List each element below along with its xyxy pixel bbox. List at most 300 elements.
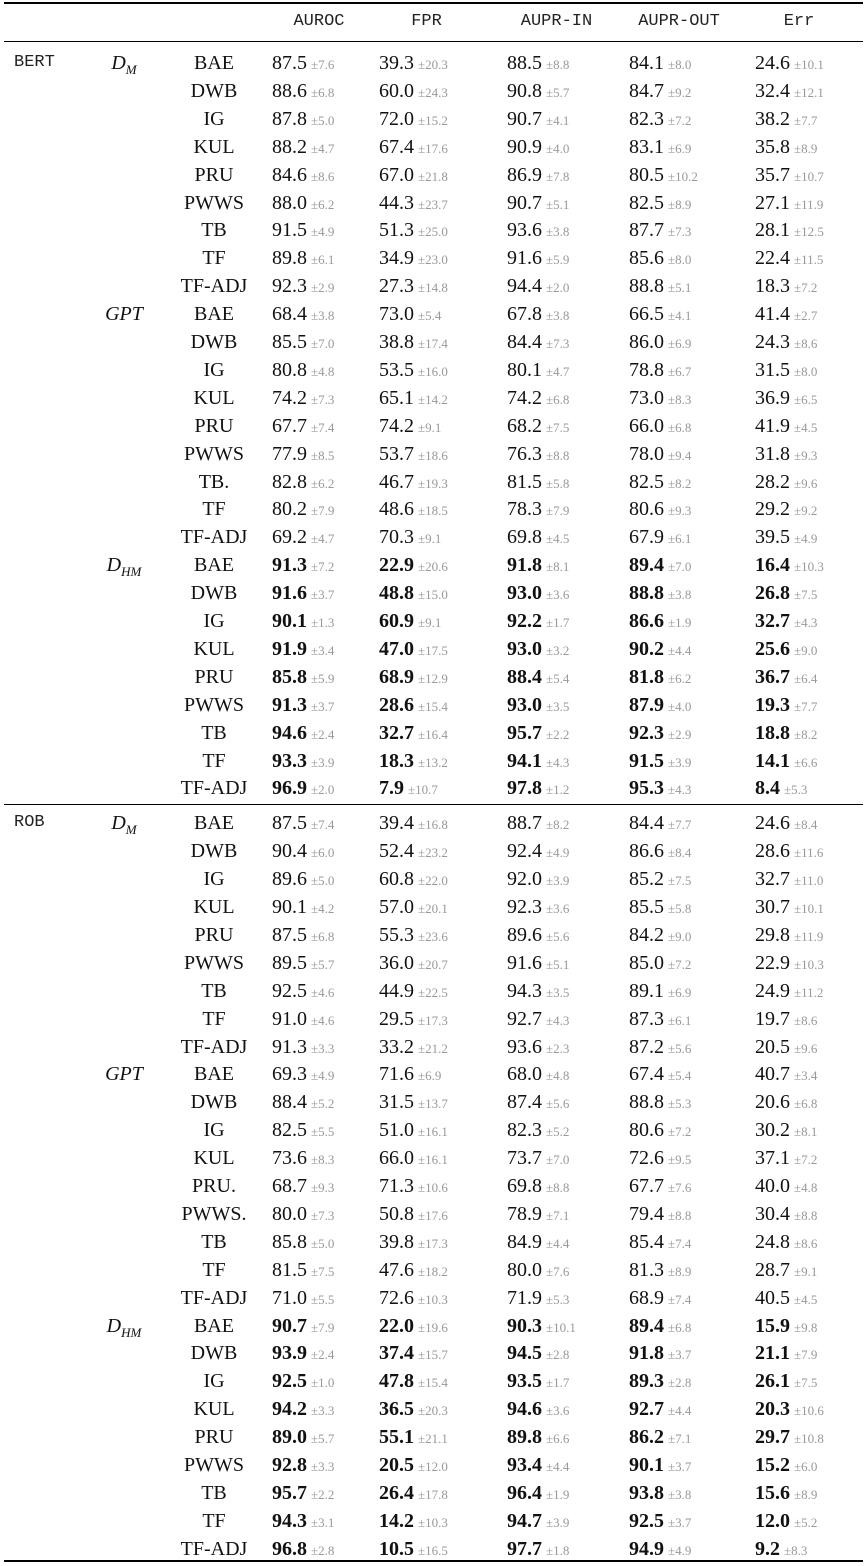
metric-value: 92.7 <box>629 1398 664 1421</box>
table-row <box>4 495 863 523</box>
attack-name: TB <box>201 219 227 242</box>
detector-group-label <box>84 1312 164 1340</box>
metric-value: 92.3 <box>272 275 307 298</box>
metric-value: 92.0 <box>507 868 542 891</box>
metric-cell <box>629 133 741 161</box>
metric-cell <box>755 691 863 719</box>
metric-std: ±5.3 <box>784 782 808 798</box>
metric-value: 32.7 <box>755 610 790 632</box>
metric-std: ±4.0 <box>668 698 692 714</box>
metric-cell <box>379 161 491 189</box>
metric-std: ±6.8 <box>668 1319 692 1335</box>
group-subscript: M <box>125 62 137 77</box>
metric-cell <box>629 1284 741 1312</box>
metric-cell <box>379 1256 491 1284</box>
metric-value: 67.7 <box>272 414 307 437</box>
metric-cell <box>272 440 372 468</box>
table-row <box>4 719 863 747</box>
metric-cell <box>272 356 372 384</box>
metric-std: ±7.0 <box>668 559 692 575</box>
table-row <box>4 579 863 607</box>
metric-std: ±5.7 <box>311 956 335 972</box>
metric-cell <box>755 1116 863 1144</box>
metric-value: 28.1 <box>755 219 790 242</box>
table-row <box>4 161 863 189</box>
metric-std: ±17.6 <box>418 140 448 156</box>
metric-std: ±3.7 <box>311 587 335 603</box>
metric-value: 47.6 <box>379 1258 414 1281</box>
metric-cell <box>507 719 622 747</box>
metric-cell <box>272 1172 372 1200</box>
metric-value: 18.3 <box>755 275 790 298</box>
metric-cell <box>379 1144 491 1172</box>
metric-cell <box>379 607 491 635</box>
metric-value: 93.4 <box>507 1454 542 1476</box>
metric-value: 67.9 <box>629 526 664 549</box>
metric-value: 10.5 <box>379 1537 414 1560</box>
metric-std: ±2.4 <box>311 1347 335 1363</box>
metric-value: 96.9 <box>272 777 307 800</box>
metric-std: ±20.7 <box>418 956 448 972</box>
attack-name: PWWS <box>184 191 244 214</box>
group-subscript: HM <box>121 564 142 580</box>
table-row <box>4 244 863 272</box>
metric-std: ±16.4 <box>418 726 448 742</box>
metric-cell <box>755 719 863 747</box>
metric-cell <box>755 607 863 635</box>
metric-std: ±2.3 <box>546 1040 570 1056</box>
metric-cell <box>507 1256 622 1284</box>
metric-value: 91.3 <box>272 693 307 716</box>
metric-std: ±1.7 <box>546 615 570 630</box>
metric-std: ±6.8 <box>311 84 335 100</box>
metric-value: 80.8 <box>272 358 307 381</box>
metric-value: 47.0 <box>379 637 414 660</box>
metric-value: 7.9 <box>379 777 404 800</box>
metric-cell <box>379 1312 491 1340</box>
metric-cell <box>272 1088 372 1116</box>
metric-std: ±9.8 <box>794 1319 818 1335</box>
metric-cell <box>629 663 741 691</box>
metric-std: ±8.6 <box>311 168 335 184</box>
metric-cell <box>755 1367 863 1395</box>
metric-value: 82.5 <box>629 191 664 214</box>
metric-cell <box>755 1339 863 1367</box>
metric-std: ±10.3 <box>794 559 824 575</box>
table-row <box>4 1088 863 1116</box>
metric-cell <box>629 1144 741 1172</box>
metric-value: 30.4 <box>755 1202 790 1225</box>
metric-value: 94.2 <box>272 1398 307 1421</box>
metric-value: 80.2 <box>272 498 307 521</box>
metric-value: 90.9 <box>507 135 542 158</box>
metric-value: 80.0 <box>507 1258 542 1281</box>
metric-value: 73.0 <box>379 303 414 326</box>
metric-std: ±17.4 <box>418 336 448 351</box>
metric-std: ±20.3 <box>418 1403 448 1419</box>
metric-cell <box>272 216 372 244</box>
table-row <box>4 1367 863 1395</box>
metric-value: 37.4 <box>379 1342 414 1365</box>
metric-std: ±12.0 <box>418 1459 448 1474</box>
metric-cell <box>507 328 622 356</box>
metric-value: 74.2 <box>379 414 414 437</box>
metric-std: ±16.1 <box>418 1124 448 1140</box>
metric-cell <box>629 49 741 77</box>
metric-cell <box>629 244 741 272</box>
metric-value: 93.6 <box>507 219 542 242</box>
metric-std: ±3.7 <box>668 1514 692 1530</box>
metric-std: ±4.5 <box>546 531 570 547</box>
metric-std: ±7.5 <box>546 419 570 435</box>
metric-cell <box>379 837 491 865</box>
metric-std: ±23.0 <box>418 252 448 268</box>
metric-value: 39.3 <box>379 52 414 74</box>
metric-cell <box>755 328 863 356</box>
metric-value: 74.2 <box>507 386 542 409</box>
metric-value: 27.1 <box>755 191 790 214</box>
metric-std: ±6.1 <box>311 252 335 268</box>
metric-cell <box>629 977 741 1005</box>
metric-value: 28.6 <box>755 840 790 863</box>
metric-value: 36.7 <box>755 665 790 688</box>
metric-cell <box>379 77 491 105</box>
metric-value: 22.4 <box>755 247 790 270</box>
metric-cell <box>629 551 741 579</box>
metric-value: 14.2 <box>379 1509 414 1532</box>
metric-std: ±4.9 <box>311 224 335 240</box>
metric-value: 90.1 <box>272 610 307 632</box>
metric-cell <box>629 1367 741 1395</box>
table-row <box>4 893 863 921</box>
metric-cell <box>379 105 491 133</box>
metric-value: 93.3 <box>272 749 307 772</box>
attack-name: PWWS. <box>181 1202 247 1225</box>
metric-std: ±5.0 <box>311 873 335 889</box>
metric-cell <box>272 921 372 949</box>
metric-std: ±18.6 <box>418 447 448 463</box>
metric-value: 69.8 <box>507 526 542 549</box>
metric-value: 22.9 <box>379 554 414 577</box>
metric-std: ±8.0 <box>668 57 692 72</box>
metric-value: 24.9 <box>755 979 790 1002</box>
metric-std: ±7.2 <box>794 1152 818 1168</box>
metric-value: 85.5 <box>629 896 664 918</box>
metric-cell <box>629 1395 741 1423</box>
metric-std: ±7.4 <box>311 419 335 435</box>
metric-cell <box>755 1256 863 1284</box>
metric-value: 71.9 <box>507 1286 542 1309</box>
metric-std: ±4.4 <box>668 642 692 658</box>
header-err: Err <box>783 12 815 31</box>
metric-cell <box>629 1339 741 1367</box>
metric-std: ±7.1 <box>668 1431 692 1447</box>
metric-value: 93.8 <box>629 1481 664 1504</box>
metric-cell <box>272 774 372 802</box>
metric-cell <box>755 1507 863 1535</box>
metric-std: ±14.8 <box>418 280 448 296</box>
attack-name: DWB <box>190 79 238 102</box>
metric-cell <box>379 774 491 802</box>
metric-cell <box>272 189 372 217</box>
metric-value: 88.8 <box>629 582 664 605</box>
metric-value: 28.7 <box>755 1258 790 1281</box>
metric-cell <box>272 663 372 691</box>
table-row <box>4 1312 863 1340</box>
attack-name: PWWS <box>184 442 244 465</box>
metric-cell <box>379 1451 491 1479</box>
top-rule <box>4 2 863 4</box>
metric-std: ±8.0 <box>794 363 818 379</box>
metric-std: ±4.7 <box>311 531 335 547</box>
metric-value: 91.8 <box>507 554 542 577</box>
metric-value: 91.8 <box>629 1342 664 1365</box>
metric-std: ±19.6 <box>418 1319 448 1335</box>
metric-cell <box>379 356 491 384</box>
metric-std: ±9.0 <box>668 928 692 944</box>
metric-value: 55.1 <box>379 1426 414 1449</box>
attack-name: IG <box>203 1370 225 1393</box>
metric-value: 90.7 <box>272 1314 307 1337</box>
metric-value: 26.4 <box>379 1481 414 1504</box>
metric-value: 86.2 <box>629 1426 664 1449</box>
metric-cell <box>379 1507 491 1535</box>
metric-std: ±16.5 <box>418 1542 448 1558</box>
metric-value: 51.3 <box>379 219 414 242</box>
metric-cell <box>379 1088 491 1116</box>
metric-value: 66.0 <box>629 414 664 437</box>
metric-value: 24.6 <box>755 812 790 835</box>
metric-cell <box>507 412 622 440</box>
metric-cell <box>379 921 491 949</box>
metric-cell <box>755 161 863 189</box>
table-row <box>4 133 863 161</box>
metric-std: ±3.8 <box>668 587 692 603</box>
metric-value: 44.9 <box>379 979 414 1002</box>
metric-std: ±7.5 <box>311 1263 335 1279</box>
metric-std: ±5.1 <box>546 196 570 212</box>
metric-std: ±3.6 <box>546 901 570 916</box>
metric-value: 91.6 <box>507 247 542 270</box>
metric-value: 80.0 <box>272 1202 307 1225</box>
metric-std: ±7.0 <box>546 1152 570 1168</box>
metric-cell <box>507 244 622 272</box>
metric-std: ±3.7 <box>668 1459 692 1474</box>
metric-value: 91.3 <box>272 554 307 577</box>
table-row <box>4 189 863 217</box>
metric-value: 92.4 <box>507 840 542 863</box>
metric-std: ±1.9 <box>546 1486 570 1502</box>
table-row <box>4 1535 863 1563</box>
metric-std: ±10.8 <box>794 1431 824 1447</box>
metric-cell <box>755 949 863 977</box>
metric-value: 70.3 <box>379 526 414 549</box>
metric-cell <box>272 1005 372 1033</box>
metric-std: ±10.6 <box>418 1180 448 1195</box>
metric-cell <box>272 523 372 551</box>
metric-value: 88.6 <box>272 79 307 102</box>
metric-cell <box>379 495 491 523</box>
metric-value: 87.4 <box>507 1091 542 1114</box>
metric-cell <box>507 977 622 1005</box>
metric-cell <box>629 105 741 133</box>
metric-std: ±5.0 <box>311 112 335 128</box>
metric-std: ±16.1 <box>418 1152 448 1168</box>
metric-std: ±6.6 <box>794 754 818 770</box>
metric-cell <box>755 1451 863 1479</box>
attack-name: TF <box>202 498 226 521</box>
metric-std: ±1.2 <box>546 782 570 798</box>
metric-value: 86.6 <box>629 610 664 632</box>
metric-std: ±6.1 <box>668 1012 692 1028</box>
metric-std: ±5.0 <box>311 1235 335 1251</box>
attack-name: BAE <box>194 1063 234 1086</box>
metric-std: ±8.1 <box>546 559 570 575</box>
metric-std: ±4.1 <box>546 112 570 128</box>
table-row <box>4 412 863 440</box>
metric-std: ±3.8 <box>546 224 570 240</box>
metric-cell <box>629 1535 741 1563</box>
metric-cell <box>379 1395 491 1423</box>
metric-cell <box>507 663 622 691</box>
metric-std: ±11.9 <box>794 928 824 944</box>
metric-cell <box>379 691 491 719</box>
metric-std: ±7.3 <box>311 391 335 407</box>
metric-value: 90.7 <box>507 107 542 130</box>
metric-std: ±5.4 <box>418 308 442 324</box>
table-row <box>4 1060 863 1088</box>
metric-value: 31.5 <box>379 1091 414 1114</box>
metric-std: ±7.4 <box>668 1235 692 1251</box>
metric-std: ±9.1 <box>418 531 442 547</box>
attack-name: PRU <box>194 414 234 437</box>
metric-std: ±7.2 <box>668 112 692 128</box>
metric-value: 73.0 <box>629 386 664 409</box>
metric-value: 24.6 <box>755 52 790 74</box>
metric-std: ±5.6 <box>546 1096 570 1112</box>
bottom-rule <box>4 1560 863 1562</box>
metric-cell <box>755 272 863 300</box>
metric-std: ±20.1 <box>418 901 448 916</box>
table-row <box>4 607 863 635</box>
metric-std: ±8.3 <box>311 1152 335 1168</box>
metric-value: 30.7 <box>755 896 790 918</box>
metric-cell <box>755 216 863 244</box>
metric-cell <box>629 468 741 496</box>
metric-cell <box>755 1535 863 1563</box>
metric-cell <box>379 635 491 663</box>
metric-std: ±3.1 <box>311 1514 335 1530</box>
metric-std: ±4.4 <box>668 1403 692 1419</box>
table-row <box>4 921 863 949</box>
metric-cell <box>755 1088 863 1116</box>
metric-value: 96.4 <box>507 1481 542 1504</box>
metric-cell <box>507 384 622 412</box>
metric-std: ±5.6 <box>546 928 570 944</box>
metric-cell <box>755 133 863 161</box>
metric-value: 36.5 <box>379 1398 414 1421</box>
metric-std: ±9.0 <box>794 642 818 658</box>
metric-cell <box>629 719 741 747</box>
metric-std: ±5.5 <box>311 1124 335 1140</box>
metric-std: ±10.3 <box>794 956 824 972</box>
metric-cell <box>507 1033 622 1061</box>
table-row <box>4 272 863 300</box>
metric-cell <box>755 1423 863 1451</box>
metric-value: 31.8 <box>755 442 790 465</box>
attack-name: TF <box>202 247 226 270</box>
metric-value: 94.3 <box>507 979 542 1002</box>
metric-std: ±5.2 <box>311 1096 335 1112</box>
metric-value: 92.3 <box>629 721 664 744</box>
metric-std: ±18.2 <box>418 1263 448 1279</box>
metric-cell <box>272 809 372 837</box>
metric-value: 88.2 <box>272 135 307 158</box>
metric-std: ±7.1 <box>546 1207 570 1223</box>
metric-std: ±3.2 <box>546 642 570 658</box>
metric-value: 80.1 <box>507 358 542 381</box>
metric-value: 51.0 <box>379 1119 414 1142</box>
metric-cell <box>272 1535 372 1563</box>
metric-std: ±6.9 <box>668 984 692 1000</box>
metric-std: ±22.5 <box>418 984 448 1000</box>
metric-cell <box>507 1535 622 1563</box>
metric-cell <box>755 635 863 663</box>
metric-std: ±5.8 <box>546 475 570 491</box>
attack-name: KUL <box>193 1147 235 1170</box>
metric-value: 67.4 <box>629 1063 664 1086</box>
metric-value: 32.7 <box>379 721 414 744</box>
metric-value: 39.4 <box>379 812 414 835</box>
metric-value: 68.0 <box>507 1063 542 1086</box>
metric-cell <box>755 1312 863 1340</box>
metric-std: ±3.7 <box>311 698 335 714</box>
metric-value: 21.1 <box>755 1342 790 1365</box>
table-row <box>4 1423 863 1451</box>
metric-cell <box>755 105 863 133</box>
metric-cell <box>272 1312 372 1340</box>
metric-value: 67.0 <box>379 163 414 186</box>
metric-value: 87.5 <box>272 812 307 835</box>
metric-std: ±7.3 <box>668 224 692 240</box>
metric-value: 31.5 <box>755 358 790 381</box>
metric-value: 87.9 <box>629 693 664 716</box>
metric-std: ±7.2 <box>794 280 818 296</box>
metric-std: ±6.2 <box>311 475 335 491</box>
metric-std: ±7.0 <box>311 336 335 351</box>
metric-value: 89.8 <box>272 247 307 270</box>
metric-value: 85.8 <box>272 1230 307 1253</box>
metric-cell <box>507 1200 622 1228</box>
metric-std: ±4.9 <box>311 1068 335 1084</box>
metric-value: 25.6 <box>755 637 790 660</box>
metric-std: ±9.4 <box>668 447 692 463</box>
metric-cell <box>755 1228 863 1256</box>
metric-std: ±6.0 <box>794 1459 818 1474</box>
metric-std: ±6.1 <box>668 531 692 547</box>
metric-value: 32.4 <box>755 79 790 102</box>
metric-cell <box>272 551 372 579</box>
attack-name: PRU <box>194 163 234 186</box>
metric-std: ±23.2 <box>418 845 448 861</box>
header-fpr: FPR <box>411 12 442 31</box>
metric-std: ±2.4 <box>311 726 335 742</box>
metric-cell <box>507 300 622 328</box>
metric-std: ±8.0 <box>668 252 692 268</box>
metric-value: 80.5 <box>629 163 664 186</box>
metric-value: 74.2 <box>272 386 307 409</box>
metric-value: 82.3 <box>629 107 664 130</box>
